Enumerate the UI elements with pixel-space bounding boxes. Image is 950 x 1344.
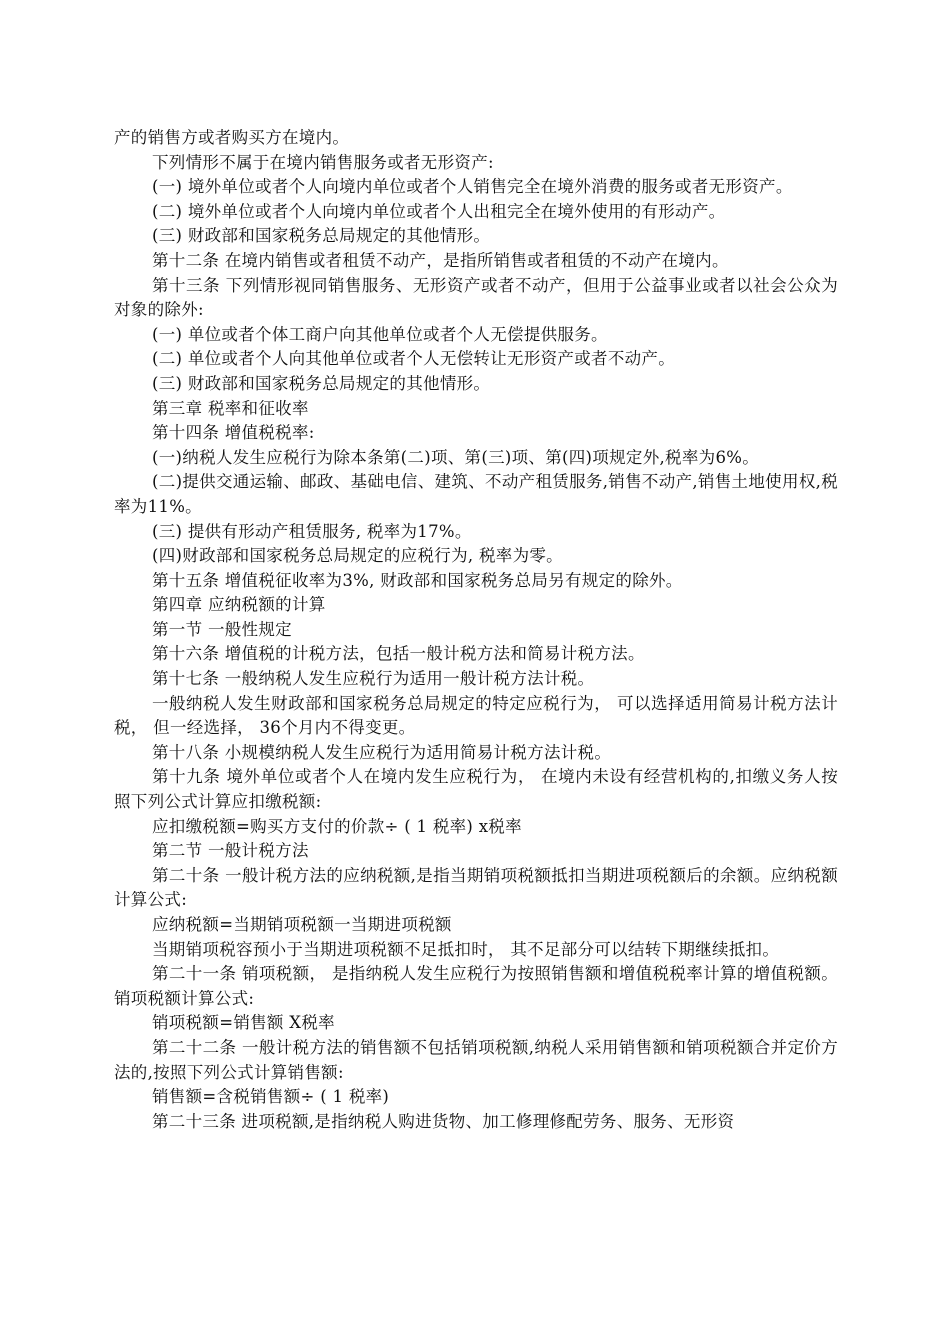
paragraph: (四)财政部和国家税务总局规定的应税行为, 税率为零。 xyxy=(152,546,563,566)
paragraph: 第十八条 小规模纳税人发生应税行为适用简易计税方法计税。 xyxy=(152,742,612,762)
paragraph: 第一节 一般性规定 xyxy=(152,619,292,639)
paragraph: 第十三条 下列情形视同销售服务、无形资产或者不动产，但用于公益事业或者以社会公众为对象的除外: xyxy=(114,275,838,320)
paragraph: 第十五条 增值税征收率为3%, 财政部和国家税务总局另有规定的除外。 xyxy=(152,570,683,590)
paragraph: 第十六条 增值税的计税方法，包括一般计税方法和简易计税方法。 xyxy=(152,644,645,664)
paragraph: 产的销售方或者购买方在境内。 xyxy=(114,128,350,147)
paragraph: 应纳税额=当期销项税额一当期进项税额 xyxy=(152,915,452,934)
paragraph: 当期销项税容预小于当期进项税额不足抵扣时， 其不足部分可以结转下期继续抵扣。 xyxy=(152,939,780,959)
paragraph: 第十九条 境外单位或者个人在境内发生应税行为， 在境内未设有经营机构的,扣缴义务人按照下列公式计算应扣缴税额: xyxy=(114,767,838,812)
paragraph: (一) 单位或者个体工商户向其他单位或者个人无偿提供服务。 xyxy=(152,324,608,344)
paragraph: (三) 财政部和国家税务总局规定的其他情形。 xyxy=(152,226,491,246)
paragraph: 第二十条 一般计税方法的应纳税额,是指当期销项税额抵扣当期进项税额后的余额。应纳税额计算公式: xyxy=(114,865,838,910)
paragraph: (一) 境外单位或者个人向境内单位或者个人销售完全在境外消费的服务或者无形资产。 xyxy=(152,177,793,197)
paragraph: (二) 境外单位或者个人向境内单位或者个人出租完全在境外使用的有形动产。 xyxy=(152,201,726,221)
paragraph: 第二十三条 进项税额,是指纳税人购进货物、加工修理修配劳务、服务、无形资 xyxy=(152,1111,735,1131)
paragraph: 销项税额=销售额 X税率 xyxy=(152,1013,335,1033)
paragraph: 一般纳税人发生财政部和国家税务总局规定的特定应税行为， 可以选择适用简易计税方法计税， 但一经选择， 36个月内不得变更。 xyxy=(114,693,838,738)
paragraph: 销售额=含税销售额÷ ( 1 税率) xyxy=(152,1087,390,1107)
paragraph: (三) 财政部和国家税务总局规定的其他情形。 xyxy=(152,373,491,393)
paragraph: 应扣缴税额=购买方支付的价款÷ ( 1 税率) x税率 xyxy=(152,816,522,836)
paragraph: (二) 单位或者个人向其他单位或者个人无偿转让无形资产或者不动产。 xyxy=(152,349,676,369)
paragraph: 第四章 应纳税额的计算 xyxy=(152,595,326,615)
paragraph: 第二节 一般计税方法 xyxy=(152,841,309,861)
document-body xyxy=(114,126,838,1134)
paragraph: 第十七条 一般纳税人发生应税行为适用一般计税方法计税。 xyxy=(152,669,595,689)
paragraph: (二)提供交通运输、邮政、基础电信、建筑、不动产租赁服务,销售不动产,销售土地使用权,税率为11%。 xyxy=(114,472,838,516)
paragraph: 第十四条 增值税税率: xyxy=(152,423,315,443)
paragraph: 下列情形不属于在境内销售服务或者无形资产: xyxy=(152,152,494,172)
paragraph: (一)纳税人发生应税行为除本条第(二)项、第(三)项、第(四)项规定外,税率为6%。 xyxy=(152,447,760,467)
paragraph: (三) 提供有形动产租赁服务, 税率为17%。 xyxy=(152,521,472,541)
paragraph: 第十二条 在境内销售或者租赁不动产，是指所销售或者租赁的不动产在境内。 xyxy=(152,250,729,270)
paragraph: 第二十一条 销项税额， 是指纳税人发生应税行为按照销售额和增值税税率计算的增值税额。销项税额计算公式: xyxy=(114,964,838,1008)
paragraph: 第二十二条 一般计税方法的销售额不包括销项税额,纳税人采用销售额和销项税额合并定价方法的,按照下列公式计算销售额: xyxy=(114,1037,838,1082)
paragraph: 第三章 税率和征收率 xyxy=(152,398,309,418)
